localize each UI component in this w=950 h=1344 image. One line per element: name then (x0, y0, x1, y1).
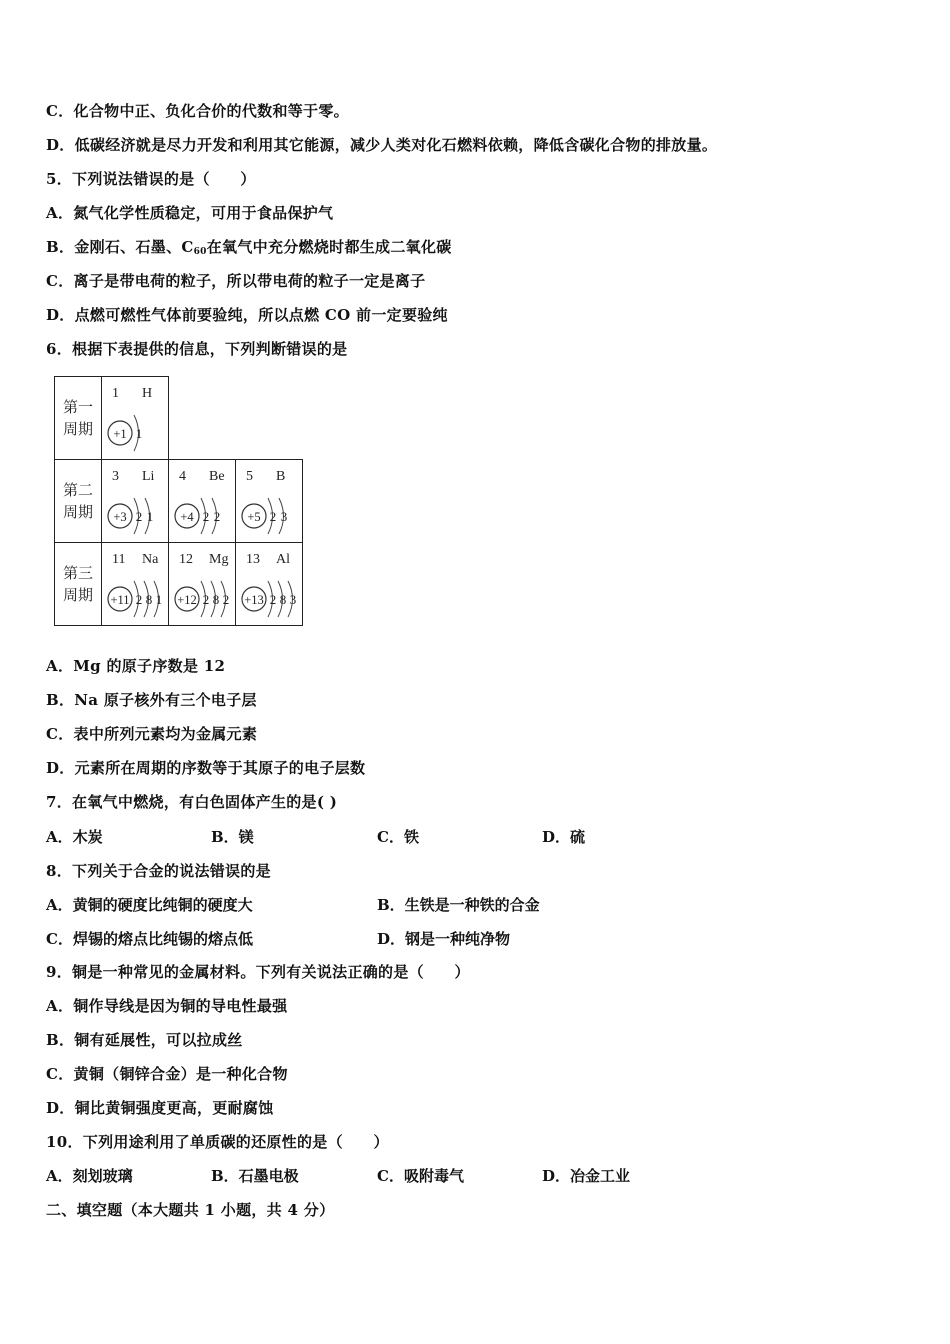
q8-option-a: A．黄铜的硬度比纯铜的硬度大 (46, 896, 253, 914)
period-2-label-line1: 第二 (62, 481, 93, 499)
q9-option-d: D．铜比黄铜强度更高，更耐腐蚀 (46, 1099, 274, 1117)
atomic-number: 3 (112, 469, 119, 484)
electron-count: 8 (212, 592, 220, 607)
electron-count: 8 (145, 592, 153, 607)
period-3-label-line1: 第三 (62, 564, 93, 582)
electron-count: 2 (135, 509, 143, 524)
element-symbol: Be (209, 469, 225, 484)
atom-diagram-Al (236, 543, 302, 625)
atom-diagram-B (236, 460, 302, 542)
electron-count: 1 (146, 509, 154, 524)
element-symbol: Na (142, 552, 159, 567)
q4-option-d: D．低碳经济就是尽力开发和利用其它能源，减少人类对化石燃料依赖，降低含碳化合物的排放量。 (46, 136, 718, 154)
q5-option-a: A．氮气化学性质稳定，可用于食品保护气 (46, 204, 334, 222)
element-cell-Be (169, 460, 236, 543)
period-2-label-line2: 周期 (62, 503, 93, 521)
period-3-label (55, 543, 102, 626)
element-symbol: H (142, 386, 153, 401)
atomic-number: 12 (179, 552, 193, 567)
q8-option-b: B．生铁是一种铁的合金 (377, 896, 540, 914)
period-1-label-line2: 周期 (62, 420, 93, 438)
electron-count: 2 (213, 509, 221, 524)
q6-option-b: B．Na 原子核外有三个电子层 (46, 691, 257, 709)
element-cell-H (102, 377, 169, 460)
atomic-number: 1 (112, 386, 119, 401)
q10-option-c: C．吸附毒气 (377, 1167, 464, 1185)
period-1-label (55, 377, 102, 460)
element-cell-Al (236, 543, 303, 626)
nucleus-charge: +5 (247, 510, 261, 524)
nucleus-charge: +11 (110, 593, 130, 607)
period-1-label-line1: 第一 (62, 398, 93, 416)
element-symbol: Al (276, 552, 290, 567)
electron-count: 3 (289, 592, 297, 607)
q10-option-b: B．石墨电极 (211, 1167, 299, 1185)
q7-stem: 7．在氧气中燃烧，有白色固体产生的是( ) (46, 793, 338, 811)
q8-stem: 8．下列关于合金的说法错误的是 (46, 862, 271, 880)
nucleus-charge: +1 (113, 427, 127, 441)
electron-count: 2 (202, 592, 210, 607)
q9-option-a: A．铜作导线是因为铜的导电性最强 (46, 997, 288, 1015)
nucleus-charge: +3 (113, 510, 127, 524)
atom-diagram-Mg (169, 543, 235, 625)
nucleus-charge: +12 (177, 593, 197, 607)
q5-option-b-subscript: 60 (193, 247, 207, 257)
q8-option-d: D．钢是一种纯净物 (377, 930, 511, 948)
element-cell-Na (102, 543, 169, 626)
element-cell-Mg (169, 543, 236, 626)
element-cell-Li (102, 460, 169, 543)
element-symbol: B (276, 469, 286, 484)
nucleus-charge: +13 (244, 593, 264, 607)
electron-count: 1 (135, 426, 143, 441)
element-symbol: Li (142, 469, 155, 484)
q5-option-c: C．离子是带电荷的粒子，所以带电荷的粒子一定是离子 (46, 272, 426, 290)
q6-option-d: D．元素所在周期的序数等于其原子的电子层数 (46, 759, 366, 777)
electron-count: 2 (269, 509, 277, 524)
electron-count: 8 (279, 592, 287, 607)
q5-stem: 5．下列说法错误的是（ ） (46, 170, 256, 188)
q5-option-d: D．点燃可燃性气体前要验纯，所以点燃 CO 前一定要验纯 (46, 306, 448, 324)
nucleus-charge: +4 (180, 510, 194, 524)
q7-option-c: C．铁 (377, 828, 419, 846)
q7-option-d: D．硫 (542, 828, 586, 846)
q4-option-c: C．化合物中正、负化合价的代数和等于零。 (46, 102, 349, 120)
period-2-label (55, 460, 102, 543)
q7-option-b: B．镁 (211, 828, 254, 846)
periodic-table (54, 376, 303, 626)
q5-option-b-pre: B．金刚石、石墨、C (46, 238, 194, 256)
atom-diagram-H (102, 377, 168, 459)
q8-option-c: C．焊锡的熔点比纯锡的熔点低 (46, 930, 253, 948)
electron-count: 2 (135, 592, 143, 607)
q9-stem: 9．铜是一种常见的金属材料。下列有关说法正确的是（ ） (46, 963, 470, 981)
atom-diagram-Li (102, 460, 168, 542)
atom-diagram-Na (102, 543, 168, 625)
element-cell-B (236, 460, 303, 543)
section-2-heading: 二、填空题（本大题共 1 小题，共 4 分） (46, 1201, 335, 1219)
electron-count: 2 (222, 592, 230, 607)
q10-option-d: D．冶金工业 (542, 1167, 631, 1185)
q6-option-a: A．Mg 的原子序数是 12 (46, 657, 226, 675)
electron-count: 1 (155, 592, 163, 607)
q7-option-a: A．木炭 (46, 828, 103, 846)
q5-option-b (46, 237, 452, 262)
atomic-number: 13 (246, 552, 260, 567)
atom-diagram-Be (169, 460, 235, 542)
q10-option-a: A．刻划玻璃 (46, 1167, 133, 1185)
atomic-number: 11 (112, 552, 126, 567)
electron-count: 2 (269, 592, 277, 607)
q6-stem: 6．根据下表提供的信息，下列判断错误的是 (46, 340, 348, 358)
electron-count: 3 (280, 509, 288, 524)
q5-option-b-post: 在氧气中充分燃烧时都生成二氧化碳 (206, 238, 452, 256)
q9-option-b: B．铜有延展性，可以拉成丝 (46, 1031, 243, 1049)
q6-option-c: C．表中所列元素均为金属元素 (46, 725, 258, 743)
period-3-label-line2: 周期 (62, 586, 93, 604)
electron-count: 2 (202, 509, 210, 524)
q10-stem: 10．下列用途利用了单质碳的还原性的是（ ） (46, 1133, 389, 1151)
atomic-number: 5 (246, 469, 253, 484)
atomic-number: 4 (179, 469, 186, 484)
element-symbol: Mg (209, 552, 229, 567)
q9-option-c: C．黄铜（铜锌合金）是一种化合物 (46, 1065, 288, 1083)
